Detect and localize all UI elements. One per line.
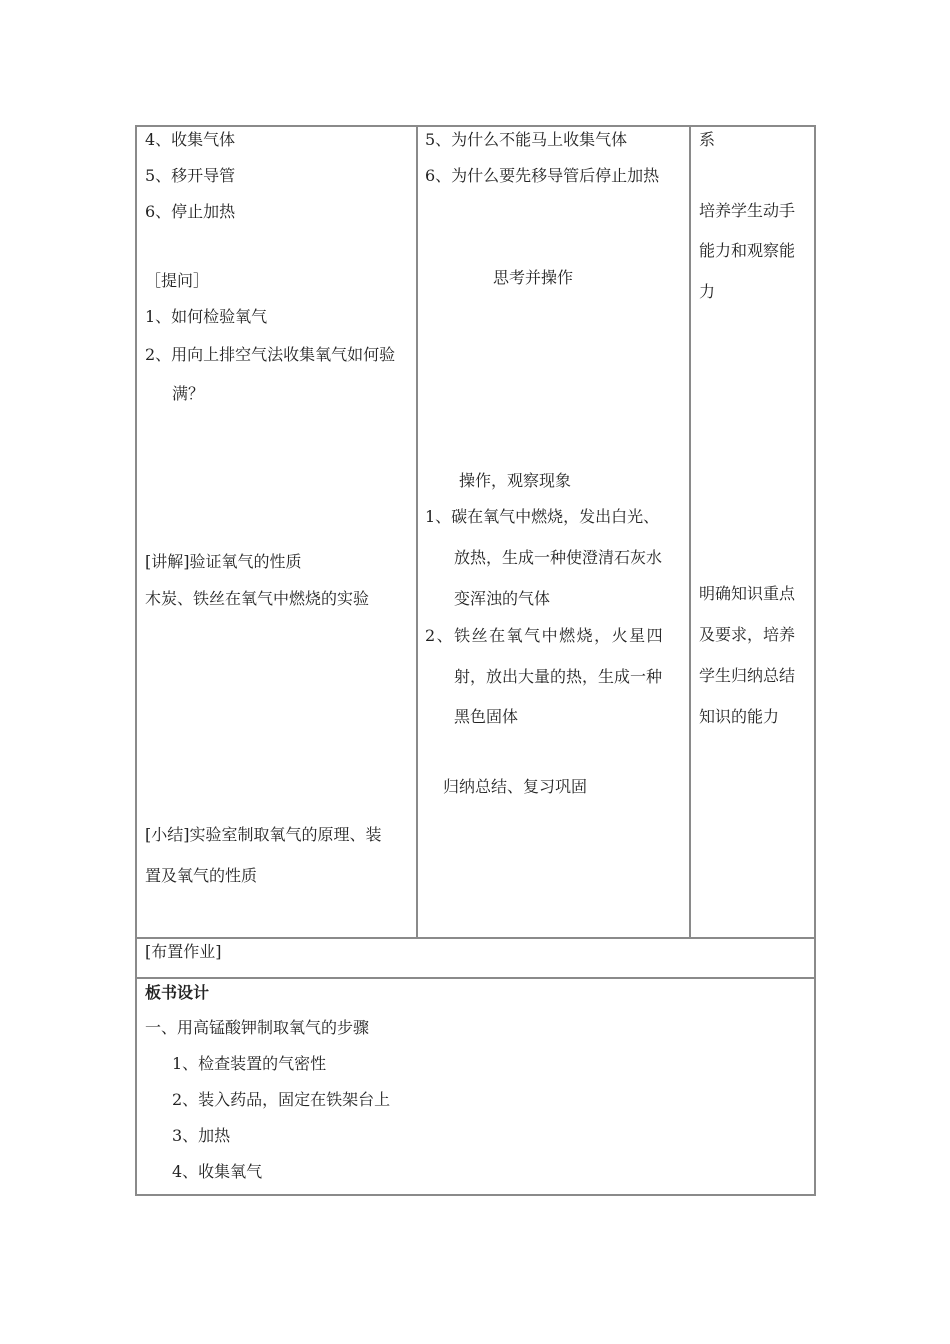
col1-question-tag: ［提问］: [145, 271, 210, 290]
col1-step4: 4、收集气体: [145, 130, 236, 149]
board-heading: 一、用高锰酸钾制取氧气的步骤: [145, 1018, 370, 1037]
col1-lecture-text: 木炭、铁丝在氧气中燃烧的实验: [145, 589, 370, 608]
col3-goal2-line1: 明确知识重点: [699, 584, 796, 603]
homework-label: [布置作业]: [145, 942, 222, 961]
board-item: 3、加热: [172, 1126, 231, 1145]
col2-question-5: 5、为什么不能马上收集气体: [425, 130, 628, 149]
col1-question-1: 1、如何检验氧气: [145, 307, 268, 326]
col3-goal2-line2: 及要求，培养: [699, 625, 796, 644]
row-divider-homework: [137, 937, 814, 939]
col3-continued: 系: [699, 130, 716, 149]
col3-goal1-line3: 力: [699, 282, 716, 301]
col2-result-1-line1: 1、碳在氧气中燃烧，发出白光、: [425, 507, 660, 526]
board-item: 2、装入药品，固定在铁架台上: [172, 1090, 391, 1109]
col1-step5: 5、移开导管: [145, 166, 236, 185]
board-item: 1、检查装置的气密性: [172, 1054, 327, 1073]
col1-summary-line2: 置及氧气的性质: [145, 866, 258, 885]
col1-question-2-line2: 满？: [172, 384, 205, 403]
column-divider-2: [689, 127, 691, 939]
col2-think: 思考并操作: [493, 268, 574, 287]
col3-goal2-line3: 学生归纳总结: [699, 666, 796, 685]
row-divider-board: [137, 977, 814, 979]
col3-goal2-line4: 知识的能力: [699, 707, 780, 726]
col2-result-2-line1: 2、铁丝在氧气中燃烧，火星四: [425, 626, 665, 645]
col1-step6: 6、停止加热: [145, 202, 236, 221]
col1-summary-line1: [小结]实验室制取氧气的原理、装: [145, 825, 382, 844]
col1-question-2-line1: 2、用向上排空气法收集氧气如何验: [145, 345, 396, 364]
col3-goal1-line1: 培养学生动手: [699, 201, 796, 220]
column-divider-1: [416, 127, 418, 939]
col2-review: 归纳总结、复习巩固: [443, 777, 588, 796]
col2-result-1-line2: 放热，生成一种使澄清石灰水: [454, 548, 663, 567]
col2-result-1-line3: 变浑浊的气体: [454, 589, 551, 608]
col2-result-2-line3: 黑色固体: [454, 707, 519, 726]
board-item: 4、收集氧气: [172, 1162, 263, 1181]
board-design-title: 板书设计: [145, 983, 210, 1002]
col3-goal1-line2: 能力和观察能: [699, 241, 796, 260]
col1-lecture-tag: [讲解]验证氧气的性质: [145, 552, 302, 571]
col2-question-6: 6、为什么要先移导管后停止加热: [425, 166, 660, 185]
col2-observe: 操作，观察现象: [459, 471, 572, 490]
col2-result-2-line2: 射，放出大量的热，生成一种: [454, 667, 663, 686]
